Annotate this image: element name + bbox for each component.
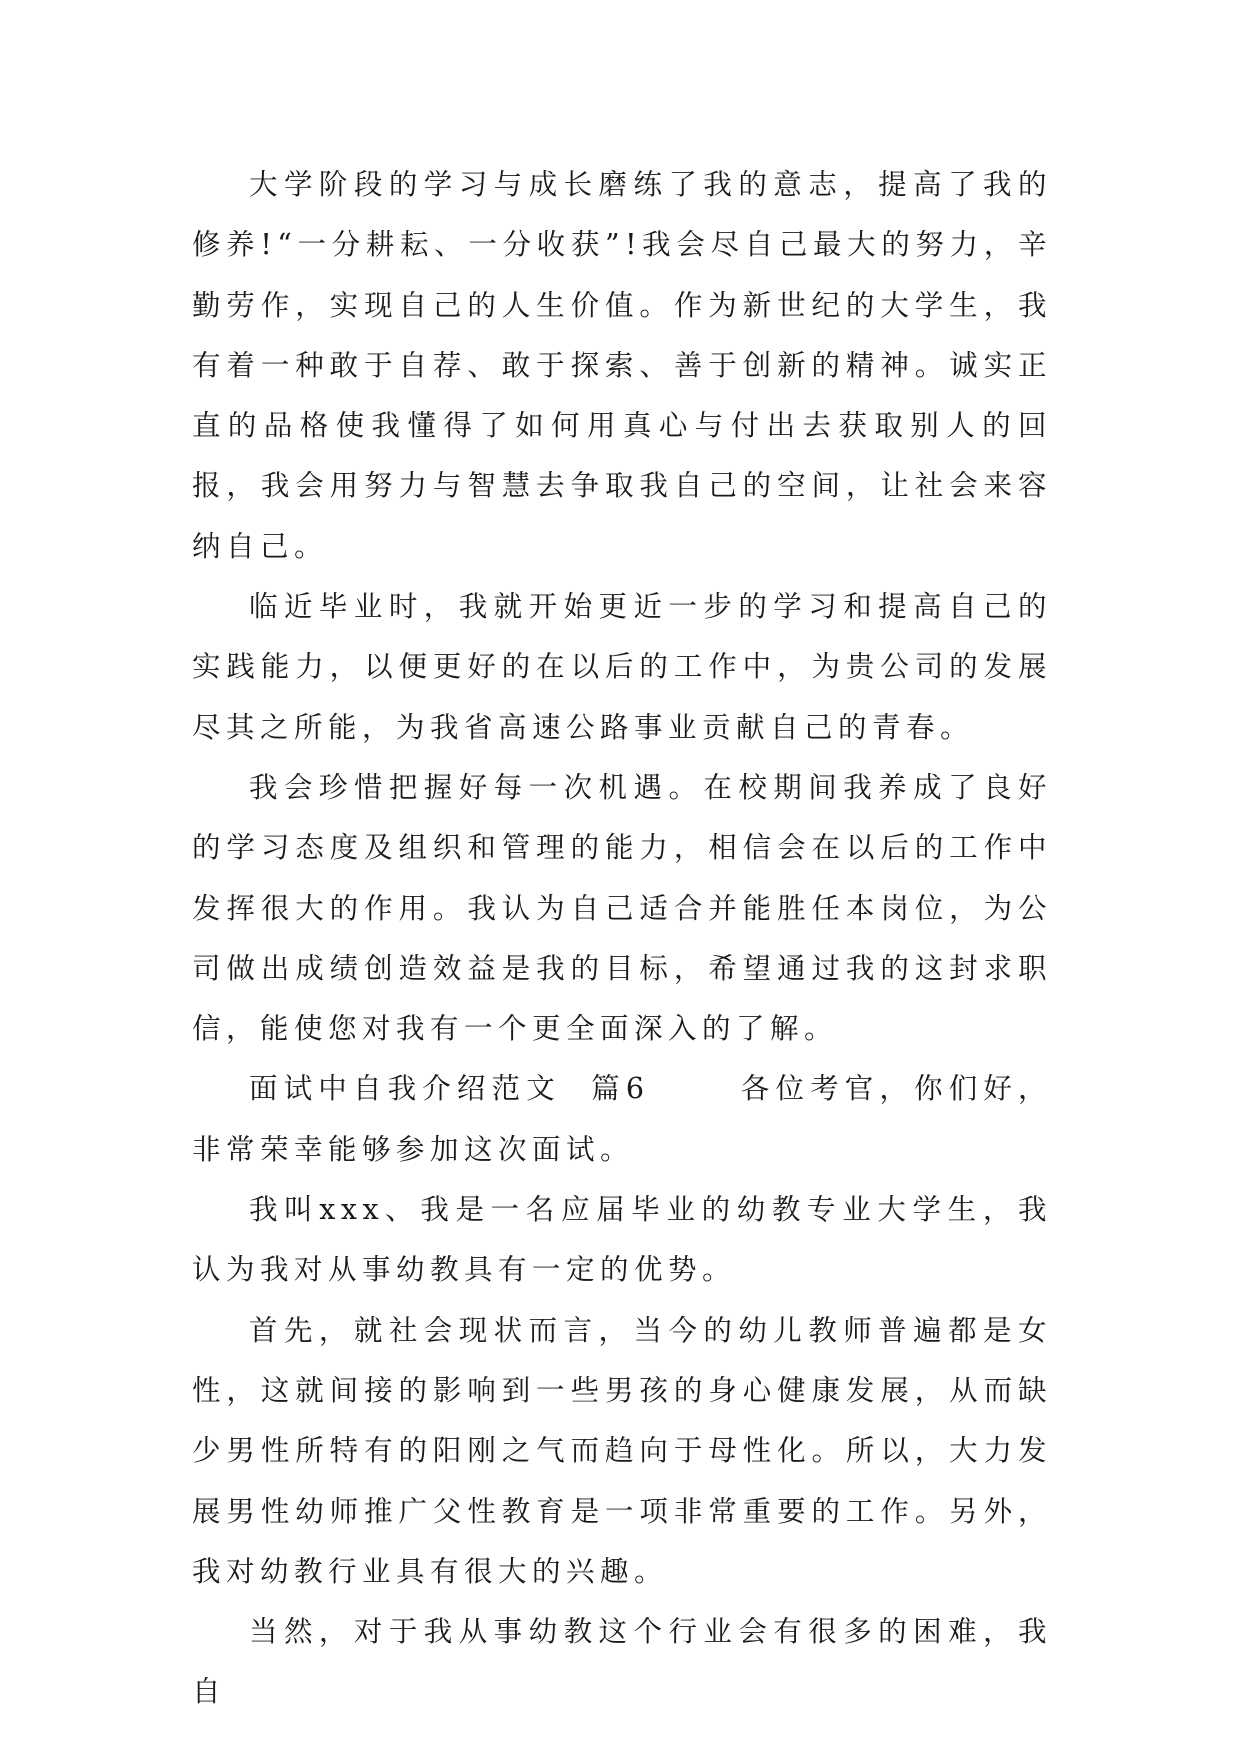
paragraph-1: 大学阶段的学习与成长磨练了我的意志，提高了我的修养!“一分耕耘、一分收获”!我会尽自己最大的努力，辛勤劳作，实现自己的人生价值。作为新世纪的大学生，我有着一种敢于自荐、敢于探索、善于创新的精神。诚实正直的品格使我懂得了如何用真心与付出去获取别人的回报，我会用努力与智慧去争取我自己的空间，让社会来容纳自己。 <box>192 168 1052 563</box>
paragraph-section-heading: 面试中自我介绍范文 篇6 各位考官，你们好，非常荣幸能够参加这次面试。 <box>192 1072 1052 1166</box>
document-page <box>192 155 1052 1723</box>
paragraph-2: 临近毕业时，我就开始更近一步的学习和提高自己的实践能力，以便更好的在以后的工作中，为贵公司的发展尽其之所能，为我省高速公路事业贡献自己的青春。 <box>192 590 1052 744</box>
paragraph-7: 当然，对于我从事幼教这个行业会有很多的困难，我自 <box>192 1615 1052 1709</box>
paragraph-6: 首先，就社会现状而言，当今的幼儿教师普遍都是女性，这就间接的影响到一些男孩的身心健康发展，从而缺少男性所特有的阳刚之气而趋向于母性化。所以，大力发展男性幼师推广父性教育是一项非常重要的工作。另外，我对幼教行业具有很大的兴趣。 <box>192 1313 1052 1588</box>
paragraph-3: 我会珍惜把握好每一次机遇。在校期间我养成了良好的学习态度及组织和管理的能力，相信会在以后的工作中发挥很大的作用。我认为自己适合并能胜任本岗位，为公司做出成绩创造效益是我的目标，希望通过我的这封求职信，能使您对我有一个更全面深入的了解。 <box>192 770 1052 1046</box>
paragraph-5: 我叫xxx、我是一名应届毕业的幼教专业大学生，我认为我对从事幼教具有一定的优势。 <box>192 1193 1052 1287</box>
